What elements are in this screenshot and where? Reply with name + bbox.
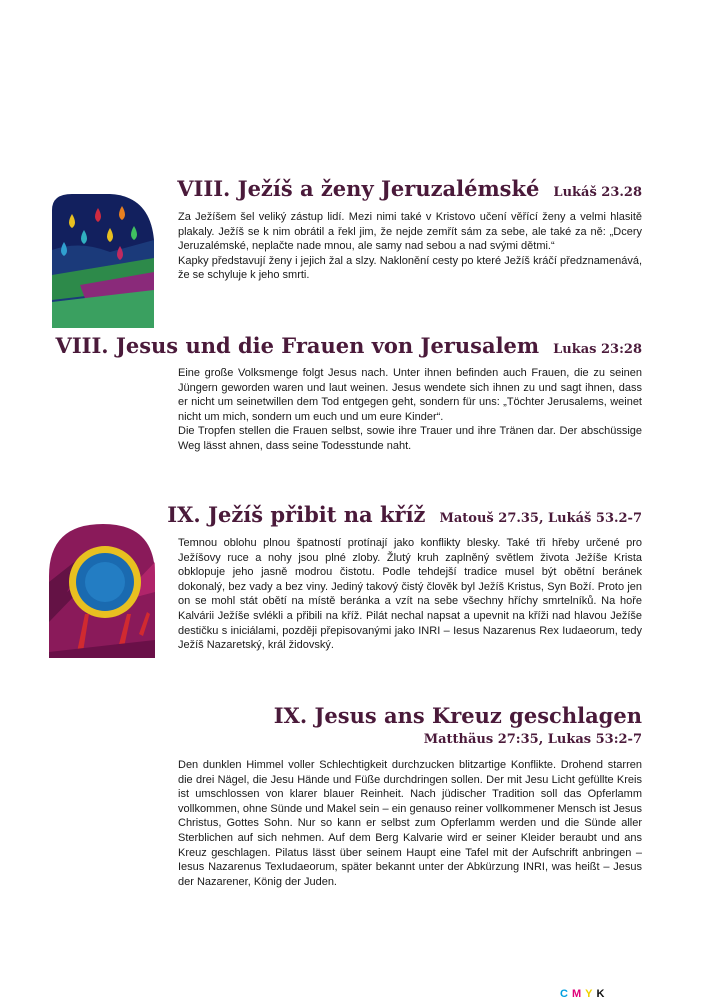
title-text: IX. Ježíš přibit na kříž <box>167 502 426 527</box>
paragraph: Die Tropfen stellen die Frauen selbst, sowie ihre Trauer und ihre Tränen dar. Der abschüssige Weg lässt ahnen, dass seine Todesstunde naht. <box>178 425 642 452</box>
paragraph: Za Ježíšem šel veliký zástup lidí. Mezi nimi také v Kristovo učení věřící ženy a velmi hlasitě plakaly. Ježíš se k nim obrátil a řekl jim, že nejde zemřít sám za sebe, ale také za ně: „Dcery Jeruzalémské, neplačte nade mnou, ale samy nad sebou a nad svými dětmi.“ <box>178 211 642 253</box>
bible-ref: Lukáš 23.28 <box>553 185 642 200</box>
paragraph: Den dunklen Himmel voller Schlechtigkeit durchzucken blitzartige Konflikte. Drohend starren die drei Nägel, die Jesu Hände und Füße durchdringen sollen. Der mit Jesu Licht gefüllte Kreis ist umschlossen von klarer blauer Reinheit. Nach jüdischer Tradition soll das Opferlamm vollkommen, ohne Sünde und Makel sein – ein genauso reiner vollkommener Mensch ist Jesus Christus, Gottes Sohn. Nur so kann er selbst zum Opferlamm werden und die Sünde aller Sterblichen auf sich nehmen. Auf dem Berg Kalvarie wird er seiner Kleider beraubt und ans Kreuz geschlagen. Pilatus lässt über seinem Haupt eine Tafel mit der Aufschrift anbringen – Iesus Nazarenus TexIudaeorum, später bekannt unter der Abkürzung INRI, was heißt – Jesus der Nazarener, König der Juden. <box>178 759 642 888</box>
cmyk-m: M <box>571 988 586 1000</box>
section-body <box>178 366 642 454</box>
paragraph: Temnou oblohu plnou špatností protínají jako konflikty blesky. Také tři hřeby určené pro Ježíšovy ruce a nohy jsou plné zloby. Žlutý kruh zaplněný světlem života Ježíše Krista obklopuje jeho jasně modrou čistotu. Podle tehdejší tradice musel být obětní beránek dokonalý, bez vady a bez viny. Jediný takový čistý člověk byl Ježíš Kristus, Syn Boží. Proto jen on se mohl stát obětí na místě beránka a vzít na sebe všechny hříchy smrtelníků. Na hoře Kalvárii Ježíše svlékli a přibili na kříž. Pilát nechal napsat a upevnit na kříži nad hlavou Ježíše destičku s iniciálami, později přepisovanými jako INRI – Iesus Nazarenus Rex Iudaeorum, tedy Ježíš Nazaretský, král židovský. <box>178 537 642 652</box>
cmyk-marker <box>560 988 608 1000</box>
cmyk-c: C <box>560 988 572 1000</box>
paragraph: Eine große Volksmenge folgt Jesus nach. Unter ihnen befinden auch Frauen, die zu seinen Jüngern geworden waren und laut weinen. Jesus wendete sich ihnen zu und sagt ihnen, dass er nicht um seinetwillen dem Tod entgegen geht, sondern für uns: „Töchter Jerusalems, weinet nicht um mich, sondern um euch und um eure Kinder“. <box>178 367 642 423</box>
bible-ref: Matthäus 27:35, Lukas 53:2-7 <box>423 732 642 747</box>
section-title <box>274 703 642 728</box>
section-title <box>56 333 642 358</box>
crucifixion-painting-svg <box>47 522 157 658</box>
tears-painting-svg <box>50 190 156 328</box>
section-body <box>178 536 642 653</box>
section-title <box>167 502 642 527</box>
bible-ref: Lukas 23:28 <box>553 342 642 357</box>
title-text: VIII. Jesus und die Frauen von Jerusalem <box>55 333 540 358</box>
cmyk-y: Y <box>585 988 597 1000</box>
title-text: IX. Jesus ans Kreuz geschlagen <box>273 703 642 728</box>
paragraph: Kapky představují ženy i jejich žal a slzy. Naklonění cesty po které Ježíš kráčí předznamenává, že se schyluje k jeho smrti. <box>178 254 642 282</box>
tears-painting <box>50 190 156 328</box>
section-body <box>178 210 642 283</box>
title-text: VIII. Ježíš a ženy Jeruzalémské <box>177 176 540 201</box>
section-title <box>177 176 642 201</box>
section-body <box>178 758 642 889</box>
cmyk-k: K <box>596 988 609 1000</box>
crucifixion-painting <box>47 522 157 658</box>
bible-ref: Matouš 27.35, Lukáš 53.2-7 <box>439 511 642 526</box>
